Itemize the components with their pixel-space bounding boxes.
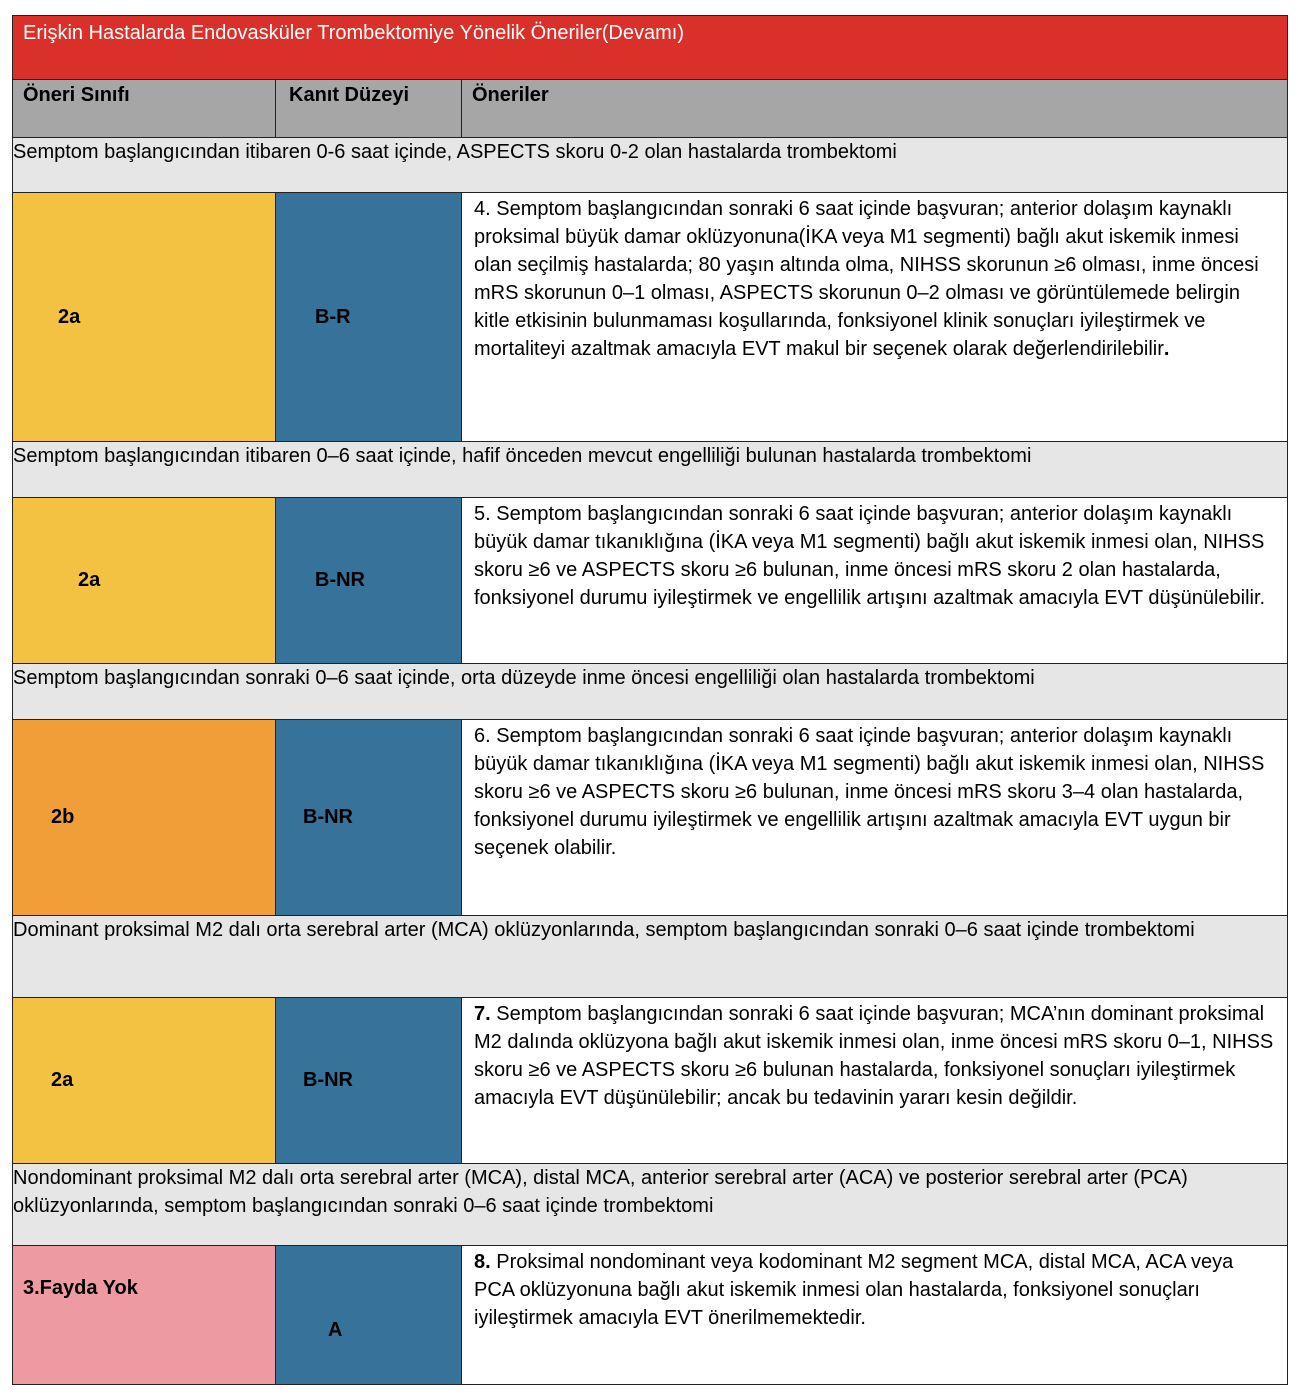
recommendation-text: 7. Semptom başlangıcından sonraki 6 saat içinde başvuran; MCA’nın dominant proksimal M2 dalında oklüzyona bağlı akut iskemik inmesi olan, inme öncesi mRS skoru 0–1, NIHSS skoru ≥6 ve ASPECTS skoru ≥6 bulunan hastalarda, fonksiyonel sonuçları iyileştirmek amacıyla EVT düşünülebilir; ancak bu tedavinin yararı kesin değildir. xyxy=(462,998,1288,1164)
recommendation-row xyxy=(13,998,1288,1164)
section-heading-row xyxy=(13,138,1288,193)
class-label: 2b xyxy=(51,806,75,828)
table-title: Erişkin Hastalarda Endovasküler Trombektomiye Yönelik Öneriler(Devamı) xyxy=(13,16,1288,80)
section-heading-row xyxy=(13,442,1288,498)
class-cell xyxy=(13,720,276,916)
section-heading: Dominant proksimal M2 dalı orta serebral arter (MCA) oklüzyonlarında, semptom başlangıcından sonraki 0–6 saat içinde trombektomi xyxy=(13,916,1288,998)
section-heading: Semptom başlangıcından itibaren 0-6 saat içinde, ASPECTS skoru 0-2 olan hastalarda trombektomi xyxy=(13,138,1288,193)
class-cell xyxy=(13,193,276,442)
section-heading: Semptom başlangıcından itibaren 0–6 saat içinde, hafif önceden mevcut engelliliği bulunan hastalarda trombektomi xyxy=(13,442,1288,498)
recommendations-table xyxy=(12,15,1288,1385)
recommendation-text: 4. Semptom başlangıcından sonraki 6 saat içinde başvuran; anterior dolaşım kaynaklı proksimal büyük damar oklüzyonuna(İKA veya M1 segmenti) bağlı akut iskemik inmesi olan seçilmiş hastalarda; 80 yaşın altında olma, NIHSS skorunun ≥6 olması, inme öncesi mRS skorunun 0–1 olması, ASPECTS skorunun 0–2 olması ve görüntülemede belirgin kitle etkisinin bulunmaması koşullarında, fonksiyonel klinik sonuçları iyileştirmek ve mortaliteyi azaltmak amacıyla EVT makul bir seçenek olarak değerlendirilebilir. xyxy=(462,193,1288,442)
header-row xyxy=(13,80,1288,138)
recommendation-text: 6. Semptom başlangıcından sonraki 6 saat içinde başvuran; anterior dolaşım kaynaklı büyük damar tıkanıklığına (İKA veya M1 segmenti) bağlı akut iskemik inmesi olan, NIHSS skoru ≥6 ve ASPECTS skoru ≥6 bulunan, inme öncesi mRS skoru 3–4 olan hastalarda, fonksiyonel durumu iyileştirmek ve engellilik artışını azaltmak amacıyla EVT uygun bir seçenek olabilir. xyxy=(462,720,1288,916)
class-label: 2a xyxy=(58,305,81,328)
section-heading-row xyxy=(13,916,1288,998)
class-label: 2a xyxy=(78,569,101,591)
recommendation-text: 5. Semptom başlangıcından sonraki 6 saat içinde başvuran; anterior dolaşım kaynaklı büyük damar tıkanıklığına (İKA veya M1 segmenti) bağlı akut iskemik inmesi olan, NIHSS skoru ≥6 ve ASPECTS skoru ≥6 bulunan, inme öncesi mRS skoru 2 olan hastalarda, fonksiyonel durumu iyileştirmek ve engellilik artışını azaltmak amacıyla EVT düşünülebilir. xyxy=(462,498,1288,664)
recommendation-row xyxy=(13,720,1288,916)
recommendation-row xyxy=(13,498,1288,664)
level-cell xyxy=(276,720,462,916)
class-cell xyxy=(13,998,276,1164)
level-label: B-R xyxy=(315,305,351,328)
section-heading: Semptom başlangıcından sonraki 0–6 saat içinde, orta düzeyde inme öncesi engelliliği olan hastalarda trombektomi xyxy=(13,664,1288,720)
level-label: B-NR xyxy=(303,1069,353,1091)
class-cell xyxy=(13,498,276,664)
level-label: B-NR xyxy=(315,569,365,591)
header-recommendations: Öneriler xyxy=(462,80,1288,138)
level-cell xyxy=(276,1246,462,1385)
section-heading-row xyxy=(13,664,1288,720)
class-label: 3.Fayda Yok xyxy=(23,1277,138,1299)
recommendation-row xyxy=(13,1246,1288,1385)
level-cell xyxy=(276,498,462,664)
level-cell xyxy=(276,193,462,442)
header-class: Öneri Sınıfı xyxy=(13,80,276,138)
class-label: 2a xyxy=(51,1069,74,1091)
level-cell xyxy=(276,998,462,1164)
section-heading-row xyxy=(13,1164,1288,1246)
title-row xyxy=(13,16,1288,80)
header-level: Kanıt Düzeyi xyxy=(276,80,462,138)
level-label: B-NR xyxy=(303,806,353,828)
recommendation-row xyxy=(13,193,1288,442)
recommendation-text: 8. Proksimal nondominant veya kodominant M2 segment MCA, distal MCA, ACA veya PCA oklüzyonuna bağlı akut iskemik inmesi olan hastalarda, fonksiyonel sonuçları iyileştirmek amacıyla EVT önerilmemektedir. xyxy=(462,1246,1288,1385)
section-heading: Nondominant proksimal M2 dalı orta serebral arter (MCA), distal MCA, anterior serebral arter (ACA) ve posterior serebral arter (PCA) oklüzyonlarında, semptom başlangıcından sonraki 0–6 saat içinde trombektomi xyxy=(13,1164,1288,1246)
class-cell xyxy=(13,1246,276,1385)
level-label: A xyxy=(328,1319,343,1341)
